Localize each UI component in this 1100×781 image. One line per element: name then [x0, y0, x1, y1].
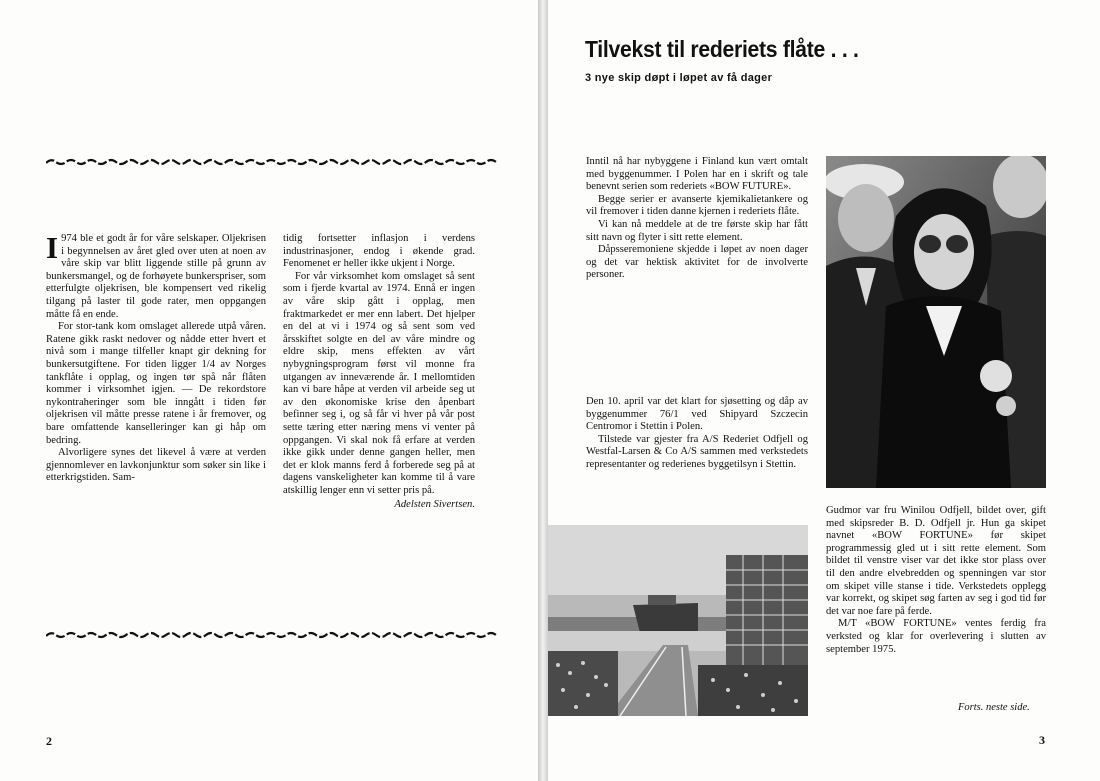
page-number-right: 3 [1039, 733, 1045, 747]
photo-caption [826, 505, 1046, 656]
page-number-left: 2 [46, 734, 52, 748]
christening-photo [826, 156, 1046, 488]
paragraph: tidig fortsetter inflasjon i verdens industrinasjoner, endog i økende grad. Fenomenet er heller ikke ukjent i Norge. [283, 233, 475, 270]
book-gutter [538, 0, 548, 781]
paragraph: For vår virksomhet kom omslaget så sent som i fjerde kvartal av 1974. Ennå er ingen av våre skip gått i opplag, men fraktmarkedet er mer enn labert. Det hjelper en del at vi i 1974 og så sent som ved årsskiftet solgte en del av våre mindre og eldre skip, mens effekten av vårt nybygningsprogram først vil monne fra utgangen av inneværende år. I mellomtiden kan vi bare håpe at verden vil arbeide seg ut av den økonomiske krise den åpenbart befinner seg i, og så får vi hver på vår post sette tæring etter næring mens vi venter på oppgangen. Vi skal nok få erfare at verden ikke gikk under denne gangen heller, men det er klok manns ferd å forberede seg på at dagens vanskeligheter kan komme til å vare atskillig lenger enn vi setter pris på. [283, 270, 475, 496]
wave-divider-top [46, 157, 498, 167]
right-text-block-2 [586, 396, 808, 472]
left-column-1 [46, 230, 266, 485]
paragraph: Dåpsseremoniene skjedde i løpet av noen dager og det var hektisk aktivitet for de involverte personer. [586, 244, 808, 281]
paragraph: Alvorligere synes det likevel å være at verden gjennomlever en lavkonjunktur som søker sin like i etterkrigstiden. Sam- [46, 447, 266, 484]
left-column-2 [283, 233, 475, 512]
article-headline: Tilvekst til rederiets flåte . . . [585, 36, 859, 62]
paragraph: Den 10. april var det klart for sjøsetting og dåp av byggenummer 76/1 ved Shipyard Szczecin Centromor i Stettin i Polen. [586, 396, 808, 433]
paragraph: For stor-tank kom omslaget allerede utpå våren. Ratene gikk raskt nedover og nådde etter hvert et nivå som i mange tilfeller knapt gir dekning for bunkersutgiftene. For tiden ligger 1/4 av Norges tankflåte i opplag, og ingen tør spå når flåten kommer i virksomhet igjen. — De rekordstore nykontraheringer som ble inngått i tiden før oljekrisen vil måtte presse ratene i år fremover, og bare omfattende kanselleringer kan gi håp om bedring. [46, 321, 266, 446]
ship-launch-illustration [548, 525, 808, 716]
drop-cap: I [46, 230, 59, 265]
article-subheadline: 3 nye skip døpt i løpet av få dager [585, 72, 773, 84]
paragraph: Vi kan nå meddele at de tre første skip har fått sitt navn og flyter i sitt rette element. [586, 218, 808, 243]
wave-divider-bottom [46, 630, 498, 640]
caption-paragraph: Gudmor var fru Winilou Odfjell, bildet over, gift med skipsreder B. D. Odfjell jr. Hun ga skipet navnet «BOW FORTUNE» før skipet programmessig gled ut i sitt rette element. Som bildet til venstre viser var det ikke stor plass over til den andre elvebredden og spenningen var stor om skipet ville stanse i tide. Verkstedets opplegg var korrekt, og skipet søg farten av seg i god tid før det var noe fare på ferde. [826, 505, 1046, 617]
caption-paragraph: M/T «BOW FORTUNE» ventes ferdig fra verksted og klar for overlevering i slutten av september 1975. [826, 618, 1046, 655]
author-signature: Adelsten Sivertsen. [394, 499, 475, 511]
right-text-block-1 [586, 156, 808, 282]
paragraph: Inntil nå har nybyggene i Finland kun vært omtalt med byggenummer. I Polen har en i skrift og tale benevnt serien som rederiets «BOW FUTURE». [586, 156, 808, 193]
paragraph: I 974 ble et godt år for våre selskaper. Oljekrisen i begynnelsen av året gled over uten at noen av våre skip var blitt liggende stille på grunn av bunkersmangel, og de forhøyete bunkerspriser, som etterfulgte oljekrisen, ble kompensert ved rikelig tilgang på laster til gode rater, men oppgangen måtte få en ende. [46, 230, 266, 320]
christening-photo-illustration [826, 156, 1046, 488]
continued-note: Forts. neste side. [958, 702, 1030, 713]
paragraph: Begge serier er avanserte kjemikalietankere og vil fremover i tiden danne kjernen i rederiets flåte. [586, 193, 808, 218]
paragraph: Tilstede var gjester fra A/S Rederiet Odfjell og Westfal-Larsen & Co A/S sammen med verkstedets representanter og rederienes byggetilsyn i Stettin. [586, 433, 808, 470]
ship-launch-photo [548, 525, 808, 716]
left-page [0, 0, 538, 781]
